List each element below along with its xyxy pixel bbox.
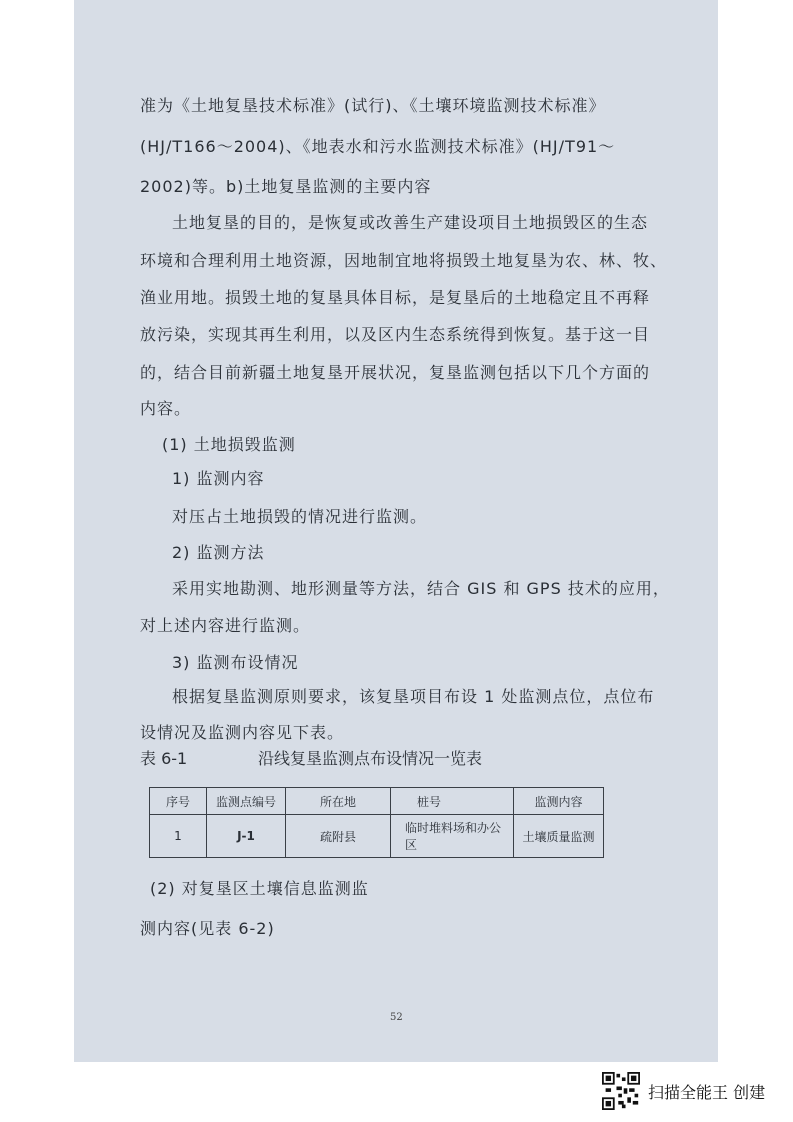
table-cell: 1 <box>150 815 207 858</box>
table-cell: 土壤质量监测 <box>514 815 604 858</box>
table-header-cell: 监测点编号 <box>207 788 286 815</box>
watermark-text: 扫描全能王 创建 <box>648 1082 766 1102</box>
body-line: 对压占土地损毁的情况进行监测。 <box>172 507 428 526</box>
sub-heading: 3) 监测布设情况 <box>172 653 299 672</box>
page-number: 52 <box>390 1012 403 1023</box>
table-cell: 疏附县 <box>286 815 391 858</box>
body-line: 根据复垦监测原则要求，该复垦项目布设 1 处监测点位，点位布 <box>172 687 655 706</box>
body-line: (HJ/T166～2004)、《地表水和污水监测技术标准》(HJ/T91～ <box>140 137 616 156</box>
table-row <box>150 815 604 858</box>
table-header-cell: 序号 <box>150 788 207 815</box>
table-header-cell: 所在地 <box>286 788 391 815</box>
qr-code-icon <box>602 1072 640 1110</box>
body-line: 测内容(见表 6-2) <box>140 919 275 938</box>
body-line: 放污染，实现其再生利用，以及区内生态系统得到恢复。基于这一目 <box>140 325 651 344</box>
body-line: 渔业用地。损毁土地的复垦具体目标，是复垦后的土地稳定且不再释 <box>140 288 651 307</box>
sub-heading: 2) 监测方法 <box>172 543 265 562</box>
watermark-footer <box>602 1072 765 1110</box>
body-line: 的，结合目前新疆土地复垦开展状况，复垦监测包括以下几个方面的 <box>140 363 651 382</box>
body-line: 设情况及监测内容见下表。 <box>140 723 345 742</box>
table-title: 沿线复垦监测点布设情况一览表 <box>258 749 483 768</box>
section-heading: (2) 对复垦区土壤信息监测监 <box>150 879 369 898</box>
table-header-cell: 桩号 <box>391 788 514 815</box>
sub-heading: 1) 监测内容 <box>172 469 265 488</box>
body-line: 准为《土地复垦技术标准》(试行)、《土壤环境监测技术标准》 <box>140 96 606 115</box>
body-line: 2002)等。b)土地复垦监测的主要内容 <box>140 177 432 196</box>
monitoring-table <box>149 787 604 858</box>
table-header-cell: 监测内容 <box>514 788 604 815</box>
table-header-row <box>150 788 604 815</box>
body-line: 对上述内容进行监测。 <box>140 616 311 635</box>
body-line: 采用实地勘测、地形测量等方法，结合 GIS 和 GPS 技术的应用， <box>172 579 670 598</box>
table-label: 表 6-1 <box>140 749 188 768</box>
table-cell: 临时堆料场和办公区 <box>391 815 514 858</box>
scanned-page <box>74 0 718 1062</box>
body-line: 环境和合理利用土地资源，因地制宜地将损毁土地复垦为农、林、牧、 <box>140 251 668 270</box>
body-line: 土地复垦的目的，是恢复或改善生产建设项目土地损毁区的生态 <box>172 213 649 232</box>
body-line: 内容。 <box>140 399 192 418</box>
table-cell: J-1 <box>207 815 286 858</box>
section-heading: (1) 土地损毁监测 <box>162 435 296 454</box>
